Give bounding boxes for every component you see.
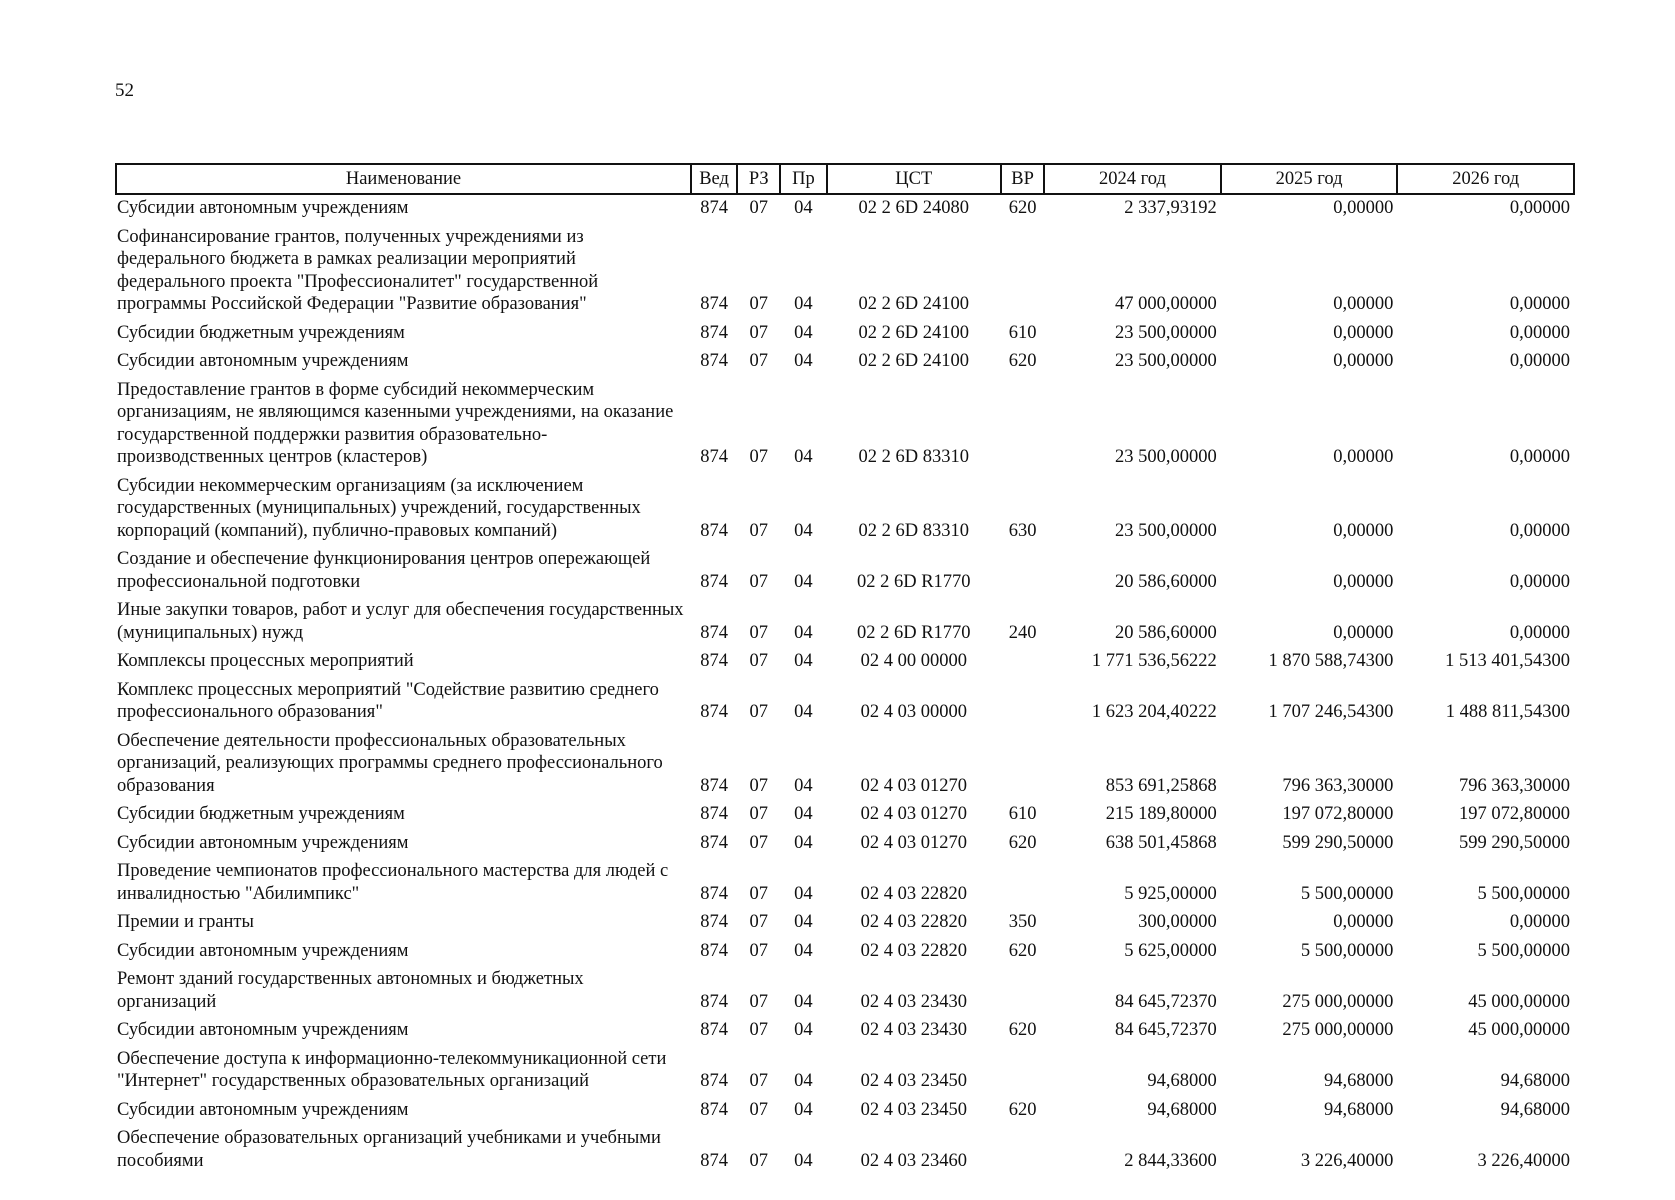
header-cst: ЦСТ bbox=[827, 164, 1002, 194]
row-amount-2025: 275 000,00000 bbox=[1282, 991, 1394, 1012]
row-vr: 350 bbox=[1008, 912, 1037, 932]
row-vr: 610 bbox=[1008, 322, 1037, 343]
row-amount-2024: 94,68000 bbox=[1147, 1099, 1217, 1120]
row-name: Субсидии автономным учреждениям bbox=[117, 940, 409, 961]
row-amount-2025: 275 000,00000 bbox=[1282, 1020, 1394, 1040]
row-name: Обеспечение образовательных организаций учебниками и учебными пособиями bbox=[117, 1128, 661, 1171]
row-amount-2025: 1 870 588,74300 bbox=[1268, 651, 1394, 671]
row-vr bbox=[1001, 728, 1044, 802]
table-row bbox=[116, 966, 1574, 1017]
row-amount-2026: 796 363,30000 bbox=[1459, 775, 1570, 796]
row-ved: 874 bbox=[700, 294, 728, 314]
row-pr: 04 bbox=[794, 775, 813, 796]
page-number: 52 bbox=[115, 80, 134, 101]
row-amount-2025: 94,68000 bbox=[1323, 1099, 1394, 1120]
row-amount-2024: 23 500,00000 bbox=[1115, 447, 1217, 467]
row-amount-2026: 0,00000 bbox=[1509, 322, 1570, 343]
row-name: Субсидии автономным учреждениям bbox=[117, 1099, 409, 1120]
row-amount-2024: 5 625,00000 bbox=[1124, 940, 1217, 961]
row-name: Обеспечение доступа к информационно-телекоммуникационной сети "Интернет" государственных образовательных организаций bbox=[117, 1048, 667, 1091]
row-pr: 04 bbox=[794, 1020, 813, 1040]
row-amount-2026: 5 500,00000 bbox=[1477, 883, 1570, 904]
table-header bbox=[116, 164, 1574, 194]
row-amount-2025: 0,00000 bbox=[1333, 447, 1394, 467]
row-vr bbox=[1001, 966, 1044, 1017]
row-amount-2025: 94,68000 bbox=[1323, 1071, 1394, 1091]
row-ved: 874 bbox=[700, 775, 728, 796]
row-rz: 07 bbox=[749, 1020, 768, 1040]
row-vr: 620 bbox=[1008, 1020, 1037, 1040]
row-pr: 04 bbox=[794, 912, 813, 932]
row-pr: 04 bbox=[794, 940, 813, 961]
row-cst: 02 4 03 23450 bbox=[860, 1099, 967, 1120]
header-name: Наименование bbox=[116, 164, 691, 194]
row-pr: 04 bbox=[794, 991, 813, 1012]
row-name: Создание и обеспечение функционирования центров опережающей профессиональной подготовки bbox=[117, 549, 651, 592]
row-cst: 02 2 6D 24100 bbox=[858, 294, 970, 314]
row-pr: 04 bbox=[794, 322, 813, 343]
row-rz: 07 bbox=[749, 294, 768, 314]
row-amount-2025: 1 707 246,54300 bbox=[1268, 702, 1394, 722]
row-cst: 02 2 6D 24080 bbox=[858, 198, 970, 218]
row-cst: 02 2 6D R1770 bbox=[856, 571, 971, 592]
row-amount-2024: 23 500,00000 bbox=[1115, 351, 1217, 371]
table-row bbox=[116, 377, 1574, 473]
row-ved: 874 bbox=[700, 571, 728, 592]
header-vr: ВР bbox=[1001, 164, 1044, 194]
row-vr bbox=[1001, 858, 1044, 909]
row-cst: 02 2 6D 24100 bbox=[858, 351, 970, 371]
row-name: Комплекс процессных мероприятий "Содействие развитию среднего профессионального образования" bbox=[117, 679, 659, 722]
row-amount-2024: 20 586,60000 bbox=[1115, 622, 1217, 643]
row-amount-2026: 0,00000 bbox=[1509, 294, 1570, 314]
row-ved: 874 bbox=[700, 912, 728, 932]
row-amount-2024: 20 586,60000 bbox=[1115, 571, 1217, 592]
row-amount-2024: 2 844,33600 bbox=[1124, 1150, 1217, 1171]
row-amount-2025: 0,00000 bbox=[1333, 912, 1394, 932]
row-amount-2025: 0,00000 bbox=[1333, 520, 1394, 541]
row-amount-2025: 0,00000 bbox=[1333, 322, 1394, 343]
row-rz: 07 bbox=[749, 804, 768, 824]
row-amount-2026: 45 000,00000 bbox=[1468, 1020, 1570, 1040]
row-ved: 874 bbox=[700, 1071, 728, 1091]
row-amount-2026: 5 500,00000 bbox=[1477, 940, 1570, 961]
row-rz: 07 bbox=[749, 1099, 768, 1120]
table-row bbox=[116, 1125, 1574, 1176]
row-cst: 02 4 03 00000 bbox=[860, 702, 967, 722]
row-vr bbox=[1001, 224, 1044, 320]
row-vr: 620 bbox=[1008, 351, 1037, 371]
row-vr: 610 bbox=[1008, 804, 1037, 824]
row-name: Обеспечение деятельности профессиональных образовательных организаций, реализующих программы среднего профессионального образования bbox=[117, 730, 663, 796]
row-ved: 874 bbox=[700, 1150, 728, 1171]
row-rz: 07 bbox=[749, 991, 768, 1012]
table-row bbox=[116, 1046, 1574, 1097]
row-amount-2026: 1 513 401,54300 bbox=[1445, 651, 1570, 671]
table-row bbox=[116, 194, 1574, 224]
row-amount-2024: 84 645,72370 bbox=[1115, 1020, 1217, 1040]
row-name: Проведение чемпионатов профессионального мастерства для людей с инвалидностью "Абилимпикс" bbox=[117, 861, 669, 904]
row-vr: 620 bbox=[1008, 1099, 1037, 1120]
row-amount-2025: 796 363,30000 bbox=[1282, 775, 1394, 796]
row-cst: 02 4 03 01270 bbox=[860, 832, 967, 853]
row-cst: 02 4 03 23430 bbox=[860, 991, 967, 1012]
row-name: Субсидии автономным учреждениям bbox=[117, 832, 409, 853]
row-amount-2025: 0,00000 bbox=[1333, 351, 1394, 371]
row-amount-2025: 3 226,40000 bbox=[1300, 1150, 1394, 1171]
row-cst: 02 4 00 00000 bbox=[860, 651, 967, 671]
row-cst: 02 2 6D 83310 bbox=[858, 447, 970, 467]
row-rz: 07 bbox=[749, 198, 768, 218]
table-row bbox=[116, 938, 1574, 967]
table-row bbox=[116, 473, 1574, 547]
row-ved: 874 bbox=[700, 940, 728, 961]
row-cst: 02 4 03 22820 bbox=[860, 912, 967, 932]
row-name: Ремонт зданий государственных автономных и бюджетных организаций bbox=[117, 969, 584, 1012]
row-cst: 02 4 03 01270 bbox=[860, 804, 967, 824]
row-amount-2026: 1 488 811,54300 bbox=[1445, 702, 1570, 722]
row-amount-2025: 599 290,50000 bbox=[1282, 832, 1394, 853]
row-name: Комплексы процессных мероприятий bbox=[117, 651, 414, 671]
table-row bbox=[116, 320, 1574, 349]
row-rz: 07 bbox=[749, 447, 768, 467]
row-ved: 874 bbox=[700, 622, 728, 643]
row-pr: 04 bbox=[794, 622, 813, 643]
row-rz: 07 bbox=[749, 912, 768, 932]
row-cst: 02 2 6D 24100 bbox=[858, 322, 970, 343]
row-vr bbox=[1001, 648, 1044, 677]
row-ved: 874 bbox=[700, 702, 728, 722]
row-rz: 07 bbox=[749, 940, 768, 961]
row-name: Премии и гранты bbox=[117, 912, 254, 932]
row-vr: 630 bbox=[1008, 520, 1037, 541]
row-amount-2026: 3 226,40000 bbox=[1477, 1150, 1570, 1171]
row-amount-2026: 94,68000 bbox=[1500, 1071, 1570, 1091]
row-amount-2025: 0,00000 bbox=[1333, 198, 1394, 218]
row-amount-2026: 599 290,50000 bbox=[1459, 832, 1570, 853]
row-rz: 07 bbox=[749, 702, 768, 722]
header-2024: 2024 год bbox=[1044, 164, 1221, 194]
row-amount-2026: 0,00000 bbox=[1509, 520, 1570, 541]
table-row bbox=[116, 597, 1574, 648]
row-amount-2024: 2 337,93192 bbox=[1124, 198, 1217, 218]
table-row bbox=[116, 728, 1574, 802]
row-amount-2024: 1 623 204,40222 bbox=[1091, 702, 1217, 722]
row-pr: 04 bbox=[794, 571, 813, 592]
row-name: Субсидии автономным учреждениям bbox=[117, 351, 409, 371]
table-row bbox=[116, 801, 1574, 830]
row-pr: 04 bbox=[794, 1071, 813, 1091]
row-pr: 04 bbox=[794, 1099, 813, 1120]
table-row bbox=[116, 1017, 1574, 1046]
row-ved: 874 bbox=[700, 651, 728, 671]
row-ved: 874 bbox=[700, 991, 728, 1012]
row-vr bbox=[1001, 546, 1044, 597]
row-cst: 02 4 03 23450 bbox=[860, 1071, 967, 1091]
row-rz: 07 bbox=[749, 520, 768, 541]
row-ved: 874 bbox=[700, 351, 728, 371]
table-row bbox=[116, 677, 1574, 728]
row-amount-2024: 300,00000 bbox=[1138, 912, 1217, 932]
row-pr: 04 bbox=[794, 832, 813, 853]
row-cst: 02 4 03 01270 bbox=[860, 775, 967, 796]
row-cst: 02 4 03 22820 bbox=[860, 883, 967, 904]
row-amount-2026: 45 000,00000 bbox=[1468, 991, 1570, 1012]
row-pr: 04 bbox=[794, 198, 813, 218]
header-pr: Пр bbox=[780, 164, 826, 194]
row-amount-2025: 197 072,80000 bbox=[1282, 804, 1394, 824]
row-cst: 02 4 03 23460 bbox=[860, 1150, 967, 1171]
row-amount-2026: 0,00000 bbox=[1509, 198, 1570, 218]
row-amount-2024: 94,68000 bbox=[1147, 1071, 1217, 1091]
header-2026: 2026 год bbox=[1397, 164, 1574, 194]
row-name: Субсидии бюджетным учреждениям bbox=[117, 322, 405, 343]
row-amount-2026: 0,00000 bbox=[1509, 447, 1570, 467]
row-ved: 874 bbox=[700, 804, 728, 824]
row-cst: 02 4 03 23430 bbox=[860, 1020, 967, 1040]
row-vr: 620 bbox=[1008, 832, 1037, 853]
row-name: Софинансирование грантов, полученных учреждениями из федерального бюджета в рамках реализации мероприятий федерального проекта "Профессионалитет" государственной программы Российской Федерации "Развитие образования" bbox=[117, 226, 599, 314]
row-pr: 04 bbox=[794, 520, 813, 541]
row-amount-2024: 23 500,00000 bbox=[1115, 520, 1217, 541]
row-name: Предоставление грантов в форме субсидий некоммерческим организациям, не являющимся казенными учреждениями, на оказание государственной поддержки развития образовательно-производственных центров (кластеров) bbox=[117, 379, 674, 467]
row-amount-2025: 5 500,00000 bbox=[1300, 940, 1394, 961]
row-rz: 07 bbox=[749, 832, 768, 853]
row-amount-2026: 197 072,80000 bbox=[1459, 804, 1570, 824]
table-row bbox=[116, 224, 1574, 320]
row-pr: 04 bbox=[794, 1150, 813, 1171]
row-cst: 02 2 6D R1770 bbox=[856, 622, 971, 643]
row-rz: 07 bbox=[749, 622, 768, 643]
row-cst: 02 4 03 22820 bbox=[860, 940, 967, 961]
row-rz: 07 bbox=[749, 883, 768, 904]
row-pr: 04 bbox=[794, 804, 813, 824]
budget-table bbox=[115, 163, 1575, 1176]
row-amount-2024: 23 500,00000 bbox=[1115, 322, 1217, 343]
row-rz: 07 bbox=[749, 775, 768, 796]
row-ved: 874 bbox=[700, 883, 728, 904]
row-vr: 620 bbox=[1008, 198, 1037, 218]
row-rz: 07 bbox=[749, 1071, 768, 1091]
row-rz: 07 bbox=[749, 651, 768, 671]
row-amount-2026: 0,00000 bbox=[1509, 622, 1570, 643]
row-amount-2025: 0,00000 bbox=[1333, 294, 1394, 314]
table-row bbox=[116, 830, 1574, 859]
row-amount-2026: 0,00000 bbox=[1509, 571, 1570, 592]
row-ved: 874 bbox=[700, 1099, 728, 1120]
row-vr: 620 bbox=[1008, 940, 1037, 961]
row-ved: 874 bbox=[700, 520, 728, 541]
row-pr: 04 bbox=[794, 702, 813, 722]
row-amount-2024: 1 771 536,56222 bbox=[1091, 651, 1217, 671]
row-amount-2025: 5 500,00000 bbox=[1300, 883, 1394, 904]
row-amount-2026: 94,68000 bbox=[1500, 1099, 1570, 1120]
row-pr: 04 bbox=[794, 294, 813, 314]
row-ved: 874 bbox=[700, 322, 728, 343]
table-row bbox=[116, 546, 1574, 597]
row-rz: 07 bbox=[749, 351, 768, 371]
row-amount-2024: 853 691,25868 bbox=[1105, 775, 1217, 796]
row-vr bbox=[1001, 1046, 1044, 1097]
table-row bbox=[116, 348, 1574, 377]
row-vr: 240 bbox=[1008, 622, 1037, 643]
table-row bbox=[116, 1097, 1574, 1126]
row-vr bbox=[1001, 1125, 1044, 1176]
row-rz: 07 bbox=[749, 1150, 768, 1171]
row-ved: 874 bbox=[700, 1020, 728, 1040]
row-ved: 874 bbox=[700, 447, 728, 467]
row-rz: 07 bbox=[749, 571, 768, 592]
row-ved: 874 bbox=[700, 198, 728, 218]
row-amount-2025: 0,00000 bbox=[1333, 622, 1394, 643]
header-rz: РЗ bbox=[737, 164, 780, 194]
row-pr: 04 bbox=[794, 883, 813, 904]
row-amount-2024: 5 925,00000 bbox=[1124, 883, 1217, 904]
row-cst: 02 2 6D 83310 bbox=[858, 520, 970, 541]
table-row bbox=[116, 648, 1574, 677]
row-amount-2024: 84 645,72370 bbox=[1115, 991, 1217, 1012]
row-amount-2024: 638 501,45868 bbox=[1105, 832, 1217, 853]
row-amount-2024: 47 000,00000 bbox=[1115, 294, 1217, 314]
row-pr: 04 bbox=[794, 651, 813, 671]
row-name: Субсидии бюджетным учреждениям bbox=[117, 804, 405, 824]
row-vr bbox=[1001, 377, 1044, 473]
header-ved: Вед bbox=[691, 164, 737, 194]
table-body bbox=[116, 194, 1574, 1176]
row-amount-2026: 0,00000 bbox=[1509, 912, 1570, 932]
row-pr: 04 bbox=[794, 351, 813, 371]
row-amount-2025: 0,00000 bbox=[1333, 571, 1394, 592]
row-amount-2024: 215 189,80000 bbox=[1105, 804, 1217, 824]
row-rz: 07 bbox=[749, 322, 768, 343]
row-name: Иные закупки товаров, работ и услуг для обеспечения государственных (муниципальных) нужд bbox=[117, 600, 684, 643]
table-row bbox=[116, 909, 1574, 938]
row-name: Субсидии автономным учреждениям bbox=[117, 1020, 409, 1040]
row-ved: 874 bbox=[700, 832, 728, 853]
row-amount-2026: 0,00000 bbox=[1509, 351, 1570, 371]
row-vr bbox=[1001, 677, 1044, 728]
row-name: Субсидии автономным учреждениям bbox=[117, 198, 409, 218]
table-row bbox=[116, 858, 1574, 909]
header-2025: 2025 год bbox=[1221, 164, 1398, 194]
row-pr: 04 bbox=[794, 447, 813, 467]
row-name: Субсидии некоммерческим организациям (за исключением государственных (муниципальных) учреждений, государственных корпораций (компаний), публично-правовых компаний) bbox=[117, 475, 641, 541]
